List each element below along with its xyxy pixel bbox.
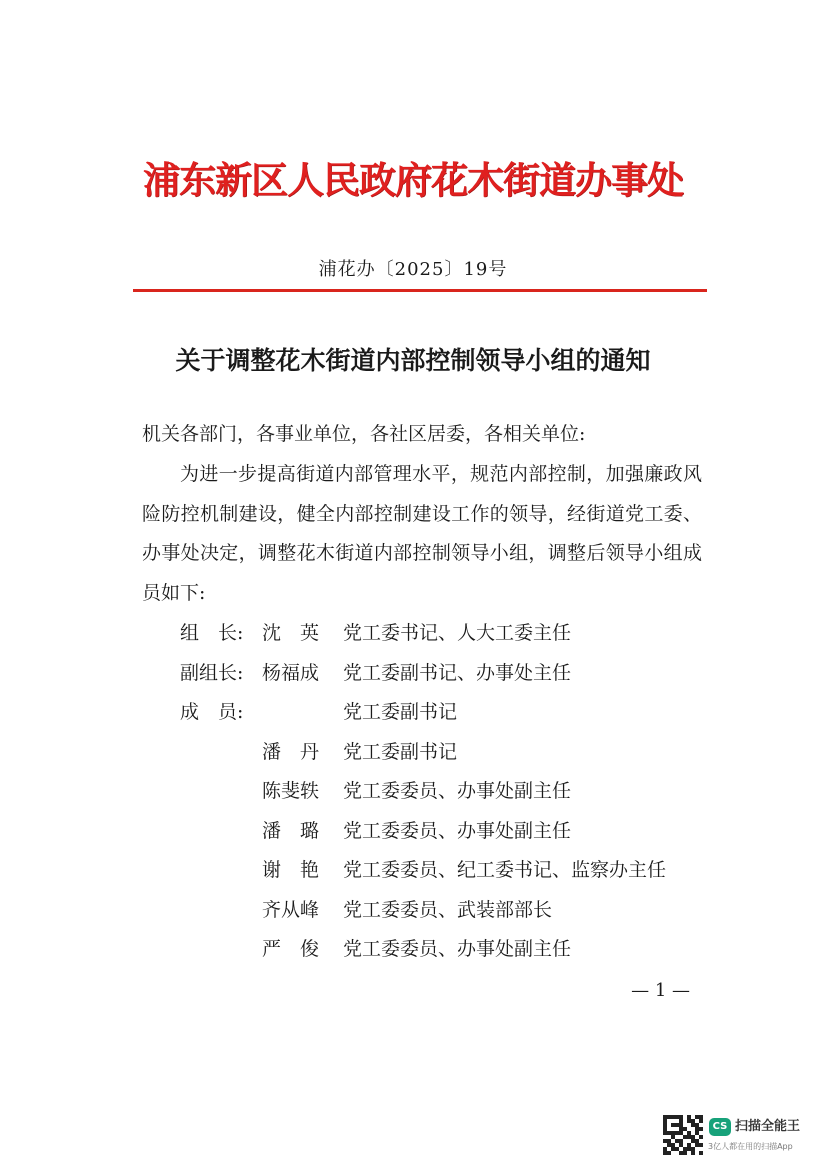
member-post: 党工委委员、纪工委书记、监察办主任	[343, 859, 667, 881]
member-name: 陈斐轶	[262, 780, 320, 802]
member-row	[180, 930, 740, 970]
member-post: 党工委书记、人大工委主任	[343, 622, 572, 644]
body-paragraph: 为进一步提高街道内部管理水平，规范内部控制，加强廉政风险防控机制建设，健全内部控制建设工作的领导，经街道党工委、办事处决定，调整花木街道内部控制领导小组，调整后领导小组成员如下:	[142, 463, 702, 604]
member-role	[180, 733, 262, 773]
member-role	[180, 851, 262, 891]
member-post: 党工委委员、办事处副主任	[343, 819, 572, 842]
member-row	[180, 891, 740, 931]
member-row	[180, 614, 740, 654]
member-name: 沈 英	[262, 622, 320, 644]
member-post: 党工委委员、武装部部长	[343, 898, 553, 921]
document-number: 浦花办〔2025〕19号	[318, 259, 508, 280]
page-number: — 1 —	[631, 980, 690, 1001]
member-name: 潘 璐	[262, 819, 320, 842]
member-role: 成 员:	[180, 701, 244, 723]
member-role: 副组长:	[180, 661, 244, 684]
member-post: 党工委委员、办事处副主任	[343, 938, 572, 960]
issuer-masthead: 浦东新区人民政府花木街道办事处	[143, 158, 683, 202]
member-row	[180, 772, 740, 812]
member-name: 杨福成	[262, 661, 320, 684]
member-role: 组 长:	[180, 622, 244, 644]
member-post: 党工委副书记	[343, 701, 458, 723]
member-role	[180, 891, 262, 931]
member-role	[180, 930, 262, 970]
member-name: 谢 艳	[262, 859, 320, 881]
member-role	[180, 812, 262, 852]
member-name	[262, 693, 343, 733]
salutation: 机关各部门，各事业单位，各社区居委，各相关单位:	[142, 423, 586, 445]
member-row	[180, 654, 740, 694]
camscanner-logo-icon: CS	[709, 1118, 731, 1136]
qr-code-icon	[663, 1115, 703, 1155]
member-row	[180, 812, 740, 852]
member-roster	[180, 614, 740, 970]
scanner-app-name: 扫描全能王	[735, 1119, 801, 1134]
member-row	[180, 733, 740, 773]
member-name: 潘 丹	[262, 740, 320, 763]
member-post: 党工委副书记、办事处主任	[343, 661, 572, 684]
member-role	[180, 772, 262, 812]
red-divider-line	[133, 289, 707, 292]
member-post: 党工委副书记	[343, 740, 458, 763]
member-name: 齐从峰	[262, 898, 320, 921]
scanner-tagline: 3亿人都在用的扫描App	[708, 1142, 793, 1151]
member-post: 党工委委员、办事处副主任	[343, 780, 572, 802]
member-row	[180, 851, 740, 891]
notice-title: 关于调整花木街道内部控制领导小组的通知	[175, 346, 651, 375]
member-name: 严 俊	[262, 938, 320, 960]
member-row	[180, 693, 740, 733]
